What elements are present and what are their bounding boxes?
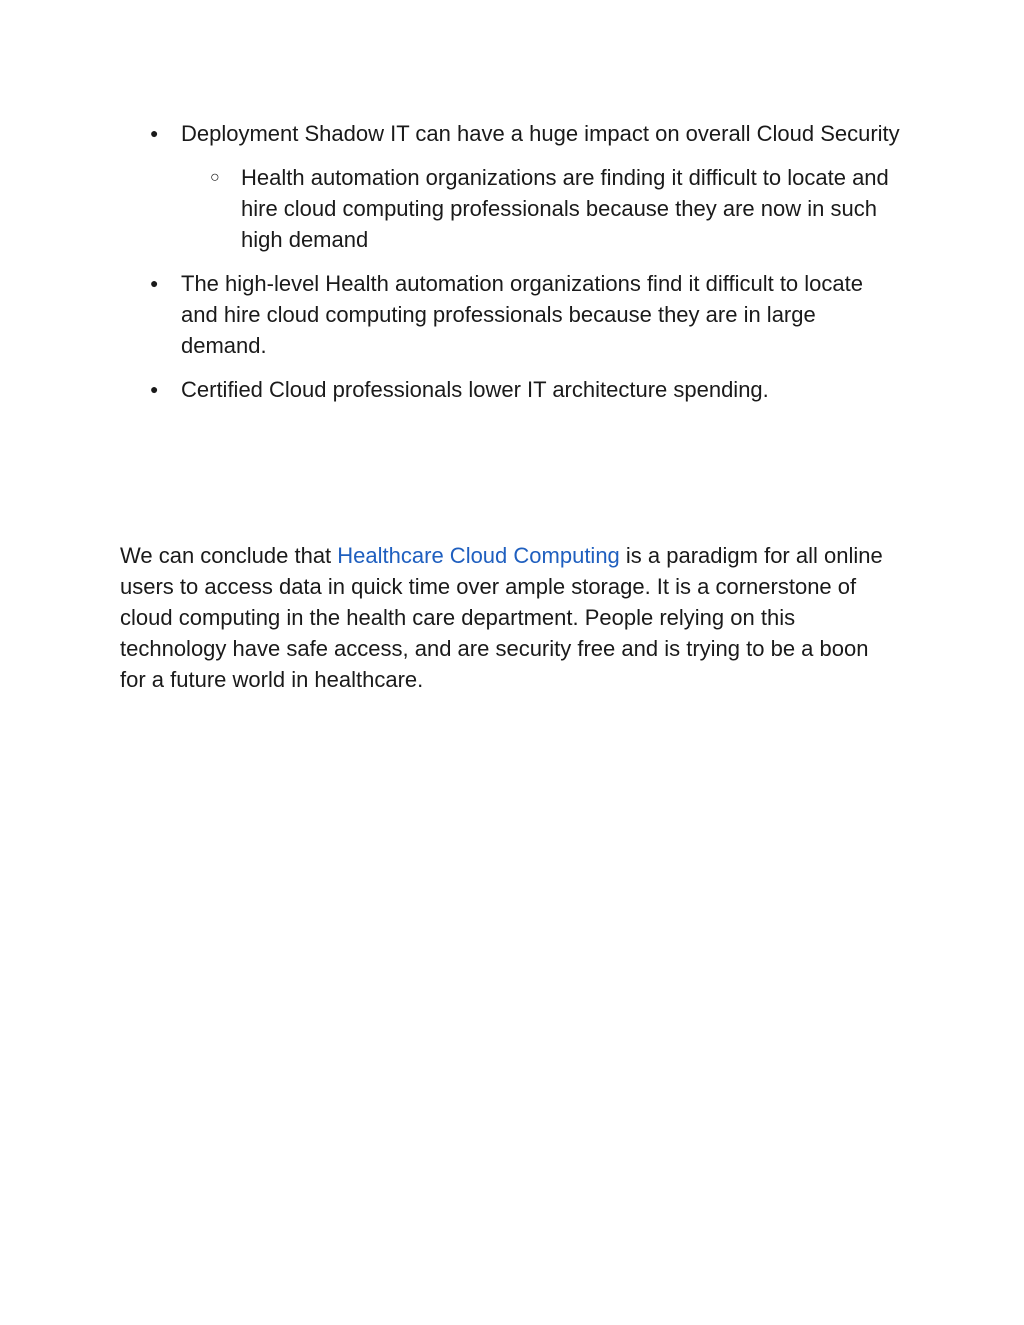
conclusion-text-end: is a paradigm for all online users to access data in quick time over ample storage. It is a cornerstone of cloud computing in the health care department. People relying on this technology have safe access, and are security free and is trying to be a boon for a future world in healthcare. <box>120 543 883 692</box>
list-item <box>120 118 900 149</box>
list-item-text: Deployment Shadow IT can have a huge impact on overall Cloud Security <box>181 121 900 146</box>
bullet-list <box>120 118 900 418</box>
conclusion-paragraph <box>120 540 890 695</box>
list-item-text: Certified Cloud professionals lower IT architecture spending. <box>181 377 769 402</box>
list-item-text: The high-level Health automation organizations find it difficult to locate and hire cloud computing professionals because they are in large demand. <box>181 271 863 358</box>
list-item <box>120 162 900 255</box>
filled-bullet-icon: ● <box>150 381 159 397</box>
conclusion-text-start: We can conclude that <box>120 543 338 568</box>
list-item <box>120 374 900 405</box>
healthcare-cloud-computing-link[interactable]: Healthcare Cloud Computing <box>337 543 620 568</box>
filled-bullet-icon: ● <box>150 275 159 291</box>
list-item <box>120 268 900 361</box>
hollow-bullet-icon: ○ <box>210 169 220 186</box>
filled-bullet-icon: ● <box>150 125 159 141</box>
list-item-text: Health automation organizations are finding it difficult to locate and hire cloud computing professionals because they are now in such high demand <box>241 165 889 252</box>
